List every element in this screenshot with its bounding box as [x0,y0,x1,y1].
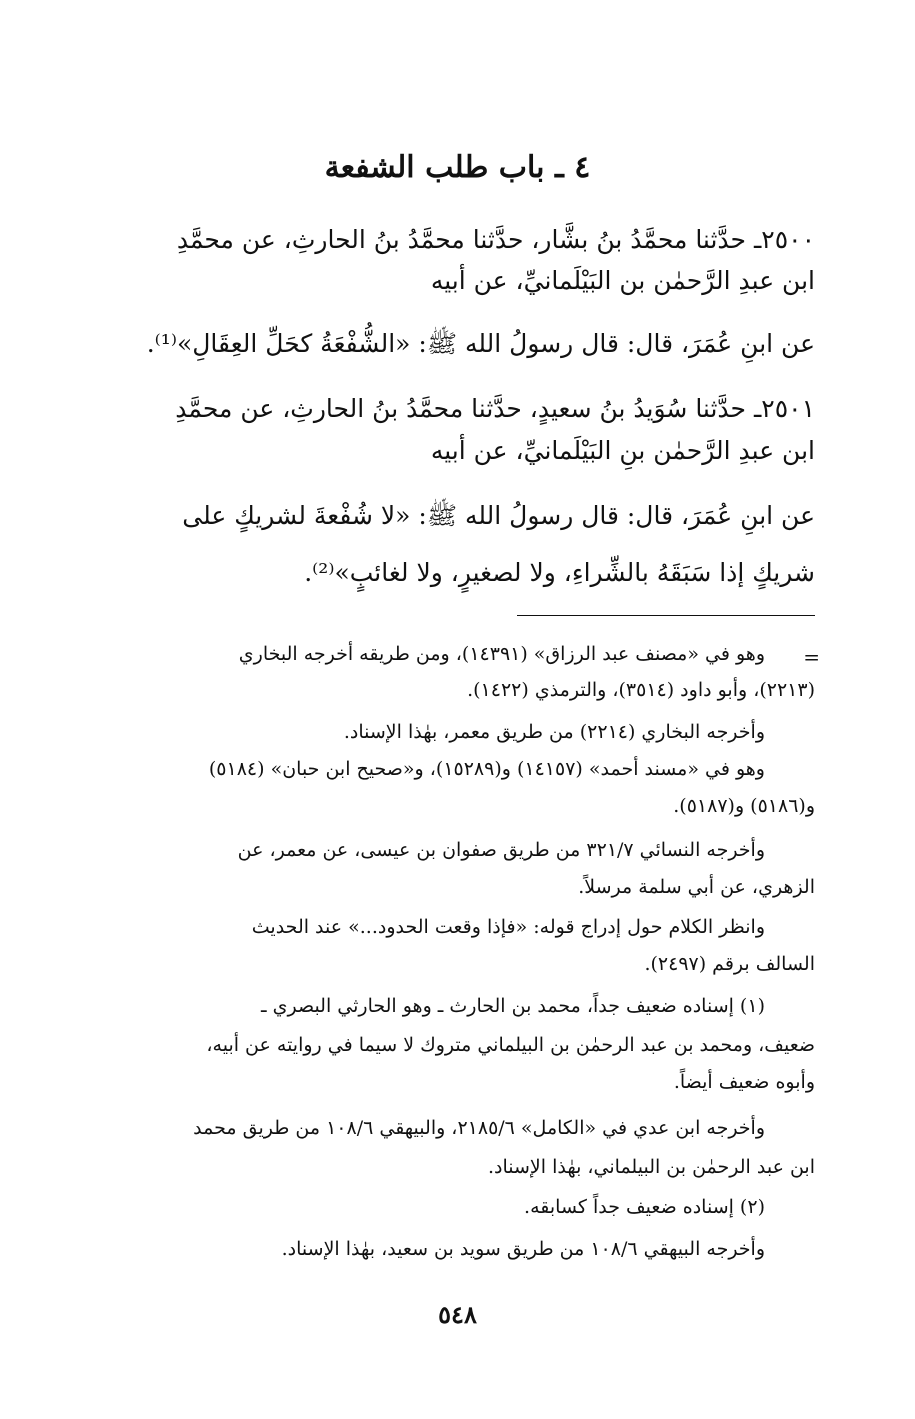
footnote-line-7: الزهري، عن أبي سلمة مرسلاً. [578,876,815,898]
footnote-line-9: السالف برقم (٢٤٩٧). [644,953,815,975]
footnote-line-8: وانظر الكلام حول إدراج قوله: «فإذا وقعت الحدود...» عند الحديث [251,916,765,938]
footnote-line-13: وأخرجه ابن عدي في «الكامل» ٢١٨٥/٦، والبيهقي ١٠٨/٦ من طريق محمد [193,1117,765,1139]
footnote-line-11: ضعيف، ومحمد بن عبد الرحمٰن بن البيلماني متروك لا سيما في روايته عن أبيه، [206,1034,815,1056]
footnote-line-15: (٢) إسناده ضعيف جداً كسابقه. [524,1196,765,1218]
footnote-line-4: وهو في «مسند أحمد» (١٤١٥٧) و(١٥٢٨٩)، و«صحيح ابن حبان» (٥١٨٤) [208,758,765,780]
hadith-2501-line-1: ٢٥٠١ـ حدَّثنا سُوَيدُ بنُ سعيدٍ، حدَّثنا محمَّدُ بنُ الحارثِ، عن محمَّدِ [175,394,815,423]
footnote-line-10: (١) إسناده ضعيف جداً، محمد بن الحارث ـ وهو الحارثي البصري ـ [261,995,765,1017]
hadith-2500-line-3: عن ابنِ عُمَرَ، قال: قال رسولُ الله ﷺ: «الشُّفْعَةُ كحَلِّ العِقَالِ»⁽¹⁾. [146,329,815,358]
hadith-2501-line-4: شريكٍ إذا سَبَقَهُ بالشِّراءِ، ولا لصغيرٍ، ولا لغائبٍ»⁽²⁾. [304,558,815,587]
chapter-title: ٤ ـ باب طلب الشفعة [324,150,591,185]
footnote-divider [517,615,815,616]
page-number: ٥٤٨ [438,1300,477,1329]
hadith-2500-line-1: ٢٥٠٠ـ حدَّثنا محمَّدُ بنُ بشَّار، حدَّثنا محمَّدُ بنُ الحارثِ، عن محمَّدِ [176,225,815,254]
hadith-2501-line-3: عن ابنِ عُمَرَ، قال: قال رسولُ الله ﷺ: «لا شُفْعةَ لشريكٍ على [182,501,815,530]
footnote-line-3: وأخرجه البخاري (٢٢١٤) من طريق معمر، بهٰذا الإسناد. [343,721,765,743]
footnote-line-1: وهو في «مصنف عبد الرزاق» (١٤٣٩١)، ومن طريقه أخرجه البخاري [238,643,765,665]
footnote-line-16: وأخرجه البيهقي ١٠٨/٦ من طريق سويد بن سعيد، بهٰذا الإسناد. [281,1238,765,1260]
footnote-line-2: (٢٢١٣)، وأبو داود (٣٥١٤)، والترمذي (١٤٢٢). [467,679,815,701]
footnote-line-6: وأخرجه النسائي ٣٢١/٧ من طريق صفوان بن عيسى، عن معمر، عن [237,839,765,861]
footnote-line-14: ابن عبد الرحمٰن بن البيلماني، بهٰذا الإسناد. [487,1156,815,1178]
hadith-2501-line-2: ابن عبدِ الرَّحمٰن بنِ البَيْلَمانيِّ، عن أبيه [430,436,815,465]
hadith-2500-line-2: ابن عبدِ الرَّحمٰن بن البَيْلَمانيِّ، عن أبيه [430,266,815,295]
footnote-line-5: و(٥١٨٦) و(٥١٨٧). [673,795,815,817]
footnote-line-12: وأبوه ضعيف أيضاً. [673,1071,815,1093]
continuation-marker: = [803,645,820,669]
